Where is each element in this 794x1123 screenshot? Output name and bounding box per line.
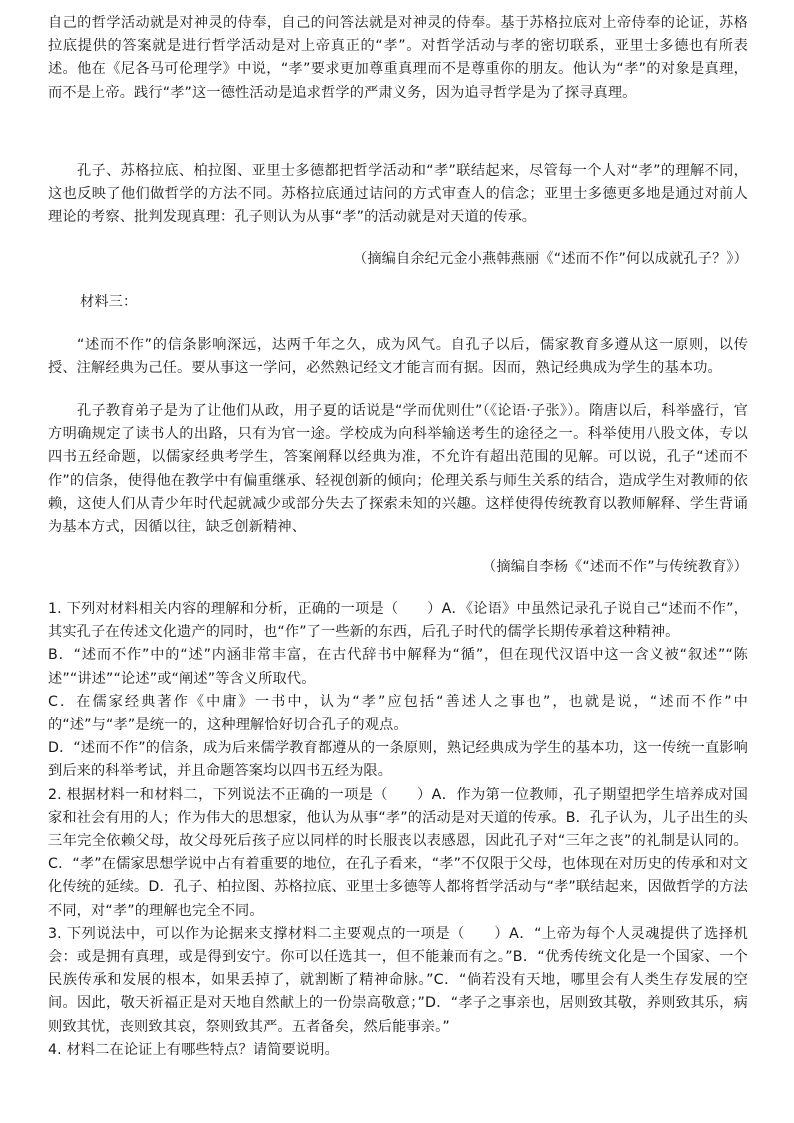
material-three-paragraph-2: 孔子教育弟子是为了让他们从政，用子夏的话说是“学而优则仕”（《论语·子张》）。隋唐以后，科举盛行，官方明确规定了读书人的出路，只有为官一途。学校成为向科举输送考生的途径之一。科举使用八股文体，专以四书五经命题，以儒家经典考学生，答案阐释以经典为准，不允许有超出范围的见解。可以说，孔子“述而不作”的信条，使得他在教学中有偏重继承、轻视创新的倾向；伦理关系与师生关系的结合，造成学生对教师的依赖，这使人们从青少年时代起就减少或部分失去了探索未知的兴趣。这样使得传统教育以教师解释、学生背诵为基本方式，因循以往，缺乏创新精神、 — [48, 403, 748, 536]
question-2: 2. 根据材料一和材料二，下列说法不正确的一项是（ ）A．作为第一位教师，孔子期望把学生培养成对国家和社会有用的人；作为伟大的思想家，他认为从事“孝”的活动是对天道的传承。B．孔子认为，儿子出生的头三年完全依赖父母，故父母死后孩子应以同样的时长服丧以表感恩，因此孔子对“三年之丧”的礼制是认同的。C．“孝”在儒家思想学说中占有着重要的地位，在孔子看来，“孝”不仅限于父母，也体现在对历史的传承和对文化传统的延续。D．孔子、柏拉图、苏格拉底、亚里士多德等人都将哲学活动与“孝”联结起来，因做哲学的方法不同，对“孝”的理解也完全不同。 — [48, 786, 748, 919]
material-two-paragraph-2: 孔子、苏格拉底、柏拉图、亚里士多德都把哲学活动和“孝”联结起来，尽管每一个人对“孝”的理解不同，这也反映了他们做哲学的方法不同。苏格拉底通过诘问的方式审查人的信念；亚里士多德更多地是通过对前人理论的考察、批判发现真理：孔子则认为从事“孝”的活动就是对天道的传承。 — [48, 163, 748, 226]
question-4: 4. 材料二在论证上有哪些特点？请简要说明。 — [48, 1041, 339, 1058]
question-1-stem-and-option-a: 1. 下列对材料相关内容的理解和分析，正确的一项是（ ）A．《论语》中虽然记录孔子说自己“述而不作”，其实孔子在传述文化遗产的同时，也“作”了一些新的东西，后孔子时代的儒学长期传承着这种精神。 — [48, 601, 748, 641]
material-three-source: （摘编自李杨《“述而不作”与传统教育》） — [482, 559, 748, 575]
material-three-label: 材料三： — [80, 294, 138, 310]
material-two-paragraph-1: 自己的哲学活动就是对神灵的侍奉，自己的问答法就是对神灵的侍奉。基于苏格拉底对上帝侍奉的论证，苏格拉底提供的答案就是进行哲学活动是对上帝真正的“孝”。对哲学活动与孝的密切联系，亚里士多德也有所表述。他在《尼各马可伦理学》中说，“孝”要求更加尊重真理而不是尊重你的朋友。他认为“孝”的对象是真理，而不是上帝。践行“孝”这一德性活动是追求哲学的严肃义务，因为追寻哲学是为了探寻真理。 — [48, 15, 748, 101]
question-1-option-b: B．“述而不作”中的“述”内涵非常丰富，在古代辞书中解释为“循”，但在现代汉语中这一含义被“叙述”“陈述”“讲述”“论述”或“阐述”等含义所取代。 — [48, 647, 748, 687]
material-two-source: （摘编自余纪元金小燕韩燕丽《“述而不作”何以成就孔子？》） — [352, 251, 748, 267]
question-1-option-c: C．在儒家经典著作《中庸》一书中，认为“孝”应包括“善述人之事也”，也就是说，“述而不作”中的“述”与“孝”是统一的，这种理解恰好切合孔子的观点。 — [48, 693, 748, 734]
question-1-option-d: D．“述而不作”的信条，成为后来儒学教育都遵从的一条原则，熟记经典成为学生的基本功，这一传统一直影响到后来的科举考试，并且命题答案均以四书五经为限。 — [48, 740, 748, 780]
question-3: 3. 下列说法中，可以作为论据来支撑材料二主要观点的一项是（ ）A．“上帝为每个人灵魂提供了选择机会：或是拥有真理，或是得到安宁。你可以任选其一，但不能兼而有之。”B．“优秀传统文化是一个国家、一个民族传承和发展的根本，如果丢掉了，就割断了精神命脉。”C．“倘若没有天地，哪里会有人类生存发展的空间。因此，敬天祈福正是对天地自然献上的一份崇高敬意；”D．“孝子之事亲也，居则致其敬，养则致其乐，病则致其忧，丧则致其哀，祭则致其严。五者备矣，然后能事亲。” — [48, 925, 748, 1035]
material-three-paragraph-1: “述而不作”的信条影响深远，达两千年之久，成为风气。自孔子以后，儒家教育多遵从这一原则，以传授、注解经典为己任。要从事这一学问，必然熟记经文才能言而有据。因而，熟记经典成为学生的基本功。 — [48, 337, 748, 377]
question-list — [48, 598, 748, 1062]
